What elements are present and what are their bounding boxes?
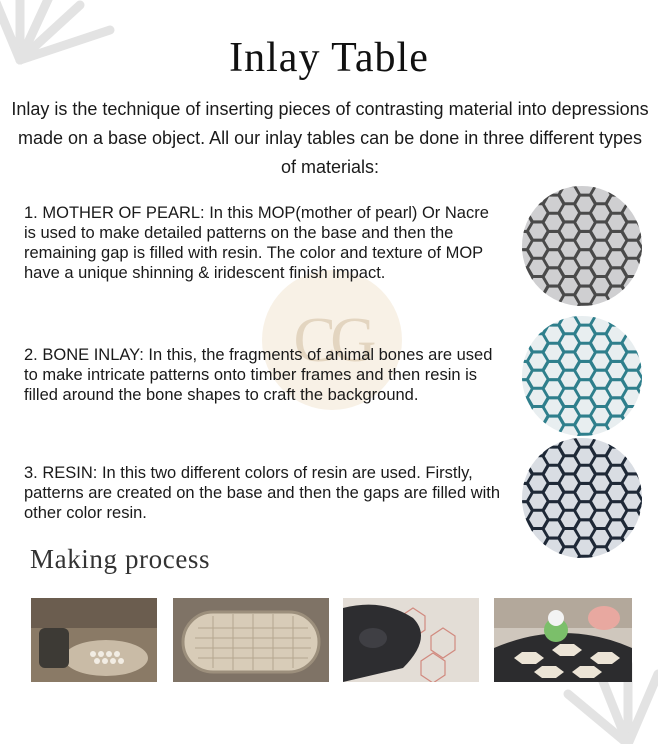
item-number: 3. xyxy=(24,464,38,482)
mother-of-pearl-swatch-icon xyxy=(522,186,642,306)
bone-inlay-swatch-icon xyxy=(522,316,642,436)
intro-paragraph: Inlay is the technique of inserting pieces of contrasting material into depressions made on a base object. All our inlay tables can be done in three different types of materials: xyxy=(11,99,649,177)
page-title: Inlay Table xyxy=(229,35,429,81)
craftsman-laying-pieces-photo-icon xyxy=(31,598,157,682)
resin-filling-photo-icon xyxy=(343,598,479,682)
item-text: BONE INLAY: In this, the fragments of animal bones are used to make intricate patterns onto timber frames and then resin is filled around the bone shapes to craft the background. xyxy=(24,346,493,404)
item-text: MOTHER OF PEARL: In this MOP(mother of pearl) Or Nacre is used to make detailed patterns on the base and then the remaining gap is filled with resin. The color and texture of MOP have a unique shinning & iridescent finish impact. xyxy=(24,204,489,282)
item-number: 1. xyxy=(24,204,38,222)
item-text: RESIN: In this two different colors of resin are used. Firstly, patterns are created on the base and then the gaps are filled with other color resin. xyxy=(24,464,501,522)
material-item-mother-of-pearl xyxy=(24,203,504,283)
item-number: 2. xyxy=(24,346,38,364)
material-item-bone-inlay xyxy=(24,345,504,405)
polishing-table-photo-icon xyxy=(494,598,632,682)
resin-swatch-icon xyxy=(522,438,642,558)
material-item-resin xyxy=(24,463,504,523)
section-heading: Making process xyxy=(30,544,211,574)
oval-table-top-photo-icon xyxy=(173,598,329,682)
logo-watermark: CG xyxy=(262,270,402,410)
